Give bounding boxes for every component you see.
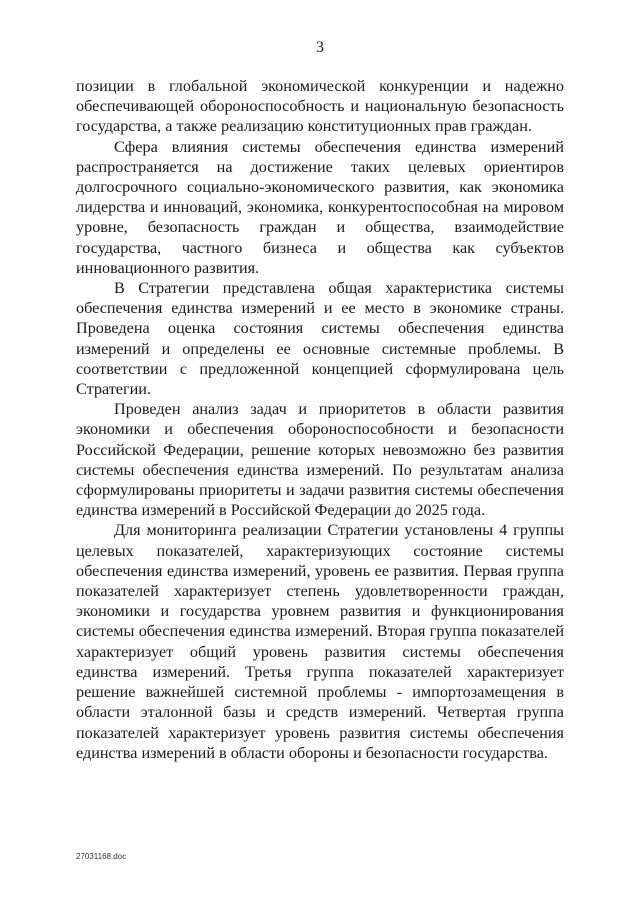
paragraph-3: В Стратегии представлена общая характеристика системы обеспечения единства измерений и ее место в экономике страны. Проведена оценка состояния системы обеспечения единства измерений и определены ее основные системные проблемы. В соответствии с предложенной концепцией сформулирована цель Стратегии. <box>76 279 564 399</box>
paragraph-2: Сфера влияния системы обеспечения единства измерений распространяется на достижение таких целевых ориентиров долгосрочного социально-экономического развития, как экономика лидерства и инноваций, экономика, конкурентоспособная на мировом уровне, безопасность граждан и общества, взаимодействие государства, частного бизнеса и общества как субъектов инновационного развития. <box>76 137 564 277</box>
footer-filename: 27031168.doc <box>76 852 127 861</box>
page-number: 3 <box>316 39 324 56</box>
paragraph-1: позиции в глобальной экономической конкуренции и надежно обеспечивающей обороноспособность и национальную безопасность государства, а также реализацию конституционных прав граждан. <box>76 77 564 136</box>
document-body <box>76 76 564 763</box>
paragraph-4: Проведен анализ задач и приоритетов в области развития экономики и обеспечения обороноспособности и безопасности Российской Федерации, решение которых невозможно без развития системы обеспечения единства измерений. По результатам анализа сформулированы приоритеты и задачи развития системы обеспечения единства измерений в Российской Федерации до 2025 года. <box>76 400 564 520</box>
paragraph-5: Для мониторинга реализации Стратегии установлены 4 группы целевых показателей, характеризующих состояние системы обеспечения единства измерений, уровень ее развития. Первая группа показателей характеризует степень удовлетворенности граждан, экономики и государства уровнем развития и функционирования системы обеспечения единства измерений. Вторая группа показателей характеризует общий уровень развития системы обеспечения единства измерений. Третья группа показателей характеризует решение важнейшей системной проблемы - импортозамещения в области эталонной базы и средств измерений. Четвертая группа показателей характеризует уровень развития системы обеспечения единства измерений в области обороны и безопасности государства. <box>76 521 564 762</box>
